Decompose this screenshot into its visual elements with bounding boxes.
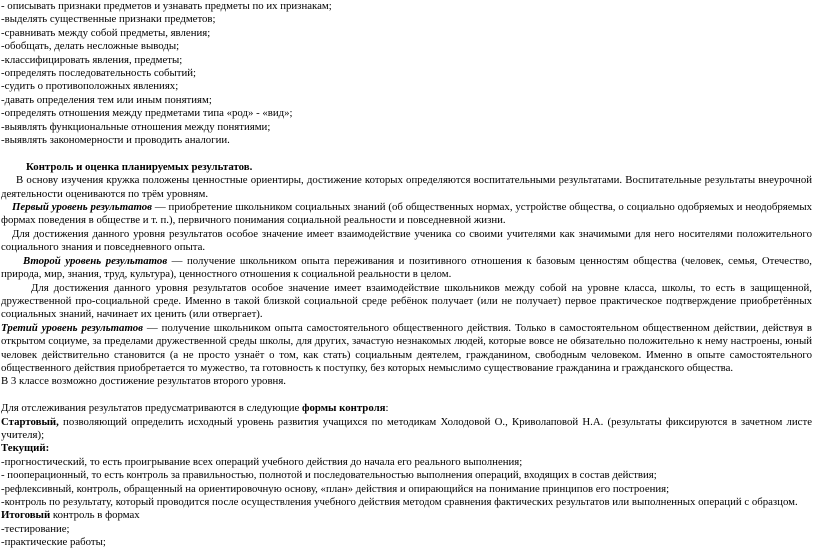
forms-intro-prefix: Для отслеживания результатов предусматриваются в следующие (1, 402, 302, 415)
list-item: -обобщать, делать несложные выводы; (1, 40, 180, 53)
level2-term: Второй уровень результатов (23, 254, 168, 267)
level1-text: — приобретение школьником социальных знаний (об общественных нормах, устройстве общества, о социально одобряемых и неодобряемых формах поведения в обществе и т. п.), первичного понимания социальной реальности и повседневной жизни. (1, 201, 813, 227)
control-section (1, 161, 812, 389)
level2-text: — получение школьником опыта переживания и позитивного отношения к базовым ценностям общества (человек, семья, Отечество, природа, мир, знания, труд, культура), ценностного отношения к социальной реальности в целом. (1, 254, 812, 281)
list-item: -рефлексивный, контроль, обращенный на ориентировочную основу, «план» действия и опирающийся на понимание принципов его построения; (1, 482, 670, 495)
list-item: -сравнивать между собой предметы, явления; (1, 26, 211, 39)
spacer (1, 147, 812, 160)
forms-intro-suffix: : (385, 402, 389, 415)
level3-paragraph (1, 322, 812, 376)
level1-paragraph (1, 201, 812, 228)
spacer (1, 389, 812, 402)
forms-section (1, 402, 812, 549)
current-control-term: Текущий: (1, 442, 50, 455)
list-item: -прогностический, то есть проигрывание всех операций учебного действия до начала его реального выполнения; (1, 455, 523, 468)
list-item: -практические работы; (1, 536, 106, 549)
list-item: -определять последовательность событий; (1, 67, 197, 80)
start-control-paragraph (1, 416, 812, 443)
list-item: - описывать признаки предметов и узнавать предметы по их признакам; (1, 0, 332, 12)
level3-text: — получение школьником опыта самостоятельного общественного действия. Только в самостоятельном общественном действии, действуя в открытом социуме, за пределами дружественной среды школы, для других, зачастую незнакомых людей, которые вовсе не обязательно положительно к нему настроены, юный человек действительно становится (а не просто узнаёт о том, как стать) социальным деятелем, гражданином, свободным человеком. Именно в опыте самостоятельного общественного действия приобретается то мужество, та готовность к поступку, без которых немыслимо существование гражданина и гражданского общества. (1, 321, 813, 374)
list-item: -определять отношения между предметами типа «род» - «вид»; (1, 107, 293, 120)
final-control-paragraph (1, 509, 812, 522)
list-item: -выявлять закономерности и проводить аналогии. (1, 134, 230, 147)
level3-term: Третий уровень результатов (1, 321, 143, 334)
list-item: -классифицировать явления, предметы; (1, 53, 183, 66)
list-item: -давать определения тем или иным понятиям; (1, 93, 212, 106)
list-item: -судить о противоположных явлениях; (1, 80, 179, 93)
start-control-text: позволяющий определить исходный уровень развития учащихся по методикам Холодовой О., Криволаповой Н.А. (результаты фиксируются в зачетном листе учителя); (1, 415, 812, 441)
list-item: -выделять существенные признаки предметов; (1, 13, 216, 26)
final-control-text: контроль в формах (50, 509, 140, 522)
list-item: -контроль по результату, который проводится после осуществления учебного действия методом сравнения фактических результатов или выполненных операций с образцом. (1, 496, 798, 508)
level2-note: Для достижения данного уровня результатов особое значение имеет взаимодействие школьников между собой на уровне класса, школы, то есть в защищенной, дружественной про-социальной среде. Именно в такой близкой социальной среде ребёнок получает (или не получает) первое практическое подтверждение приобретённых социальных знаний, начинает их ценить (или отвергает). (1, 281, 812, 321)
section-heading: Контроль и оценка планируемых результатов. (26, 160, 253, 173)
level1-note: Для достижения данного уровня результатов особое значение имеет взаимодействие ученика со своими учителями как значимыми для него носителями положительного социального знания и повседневного опыта. (1, 227, 812, 254)
grade3-note: В 3 классе возможно достижение результатов второго уровня. (1, 375, 286, 388)
skills-list (1, 0, 812, 147)
final-control-term: Итоговый (1, 509, 51, 522)
list-item: -выявлять функциональные отношения между понятиями; (1, 120, 271, 133)
forms-intro-bold: формы контроля (301, 402, 386, 415)
forms-intro (1, 402, 812, 415)
level2-paragraph (1, 255, 812, 282)
list-item: - пооперационный, то есть контроль за правильностью, полнотой и последовательностью выполнения операций, входящих в состав действия; (1, 469, 657, 482)
intro-paragraph: В основу изучения кружка положены ценностные ориентиры, достижение которых определяются воспитательными результатами. Воспитательные результаты внеурочной деятельности оцениваются по трём уровням. (1, 174, 812, 200)
level1-term: Первый уровень результатов (12, 201, 152, 214)
start-control-term: Стартовый, (1, 415, 59, 428)
list-item: -тестирование; (1, 522, 70, 535)
